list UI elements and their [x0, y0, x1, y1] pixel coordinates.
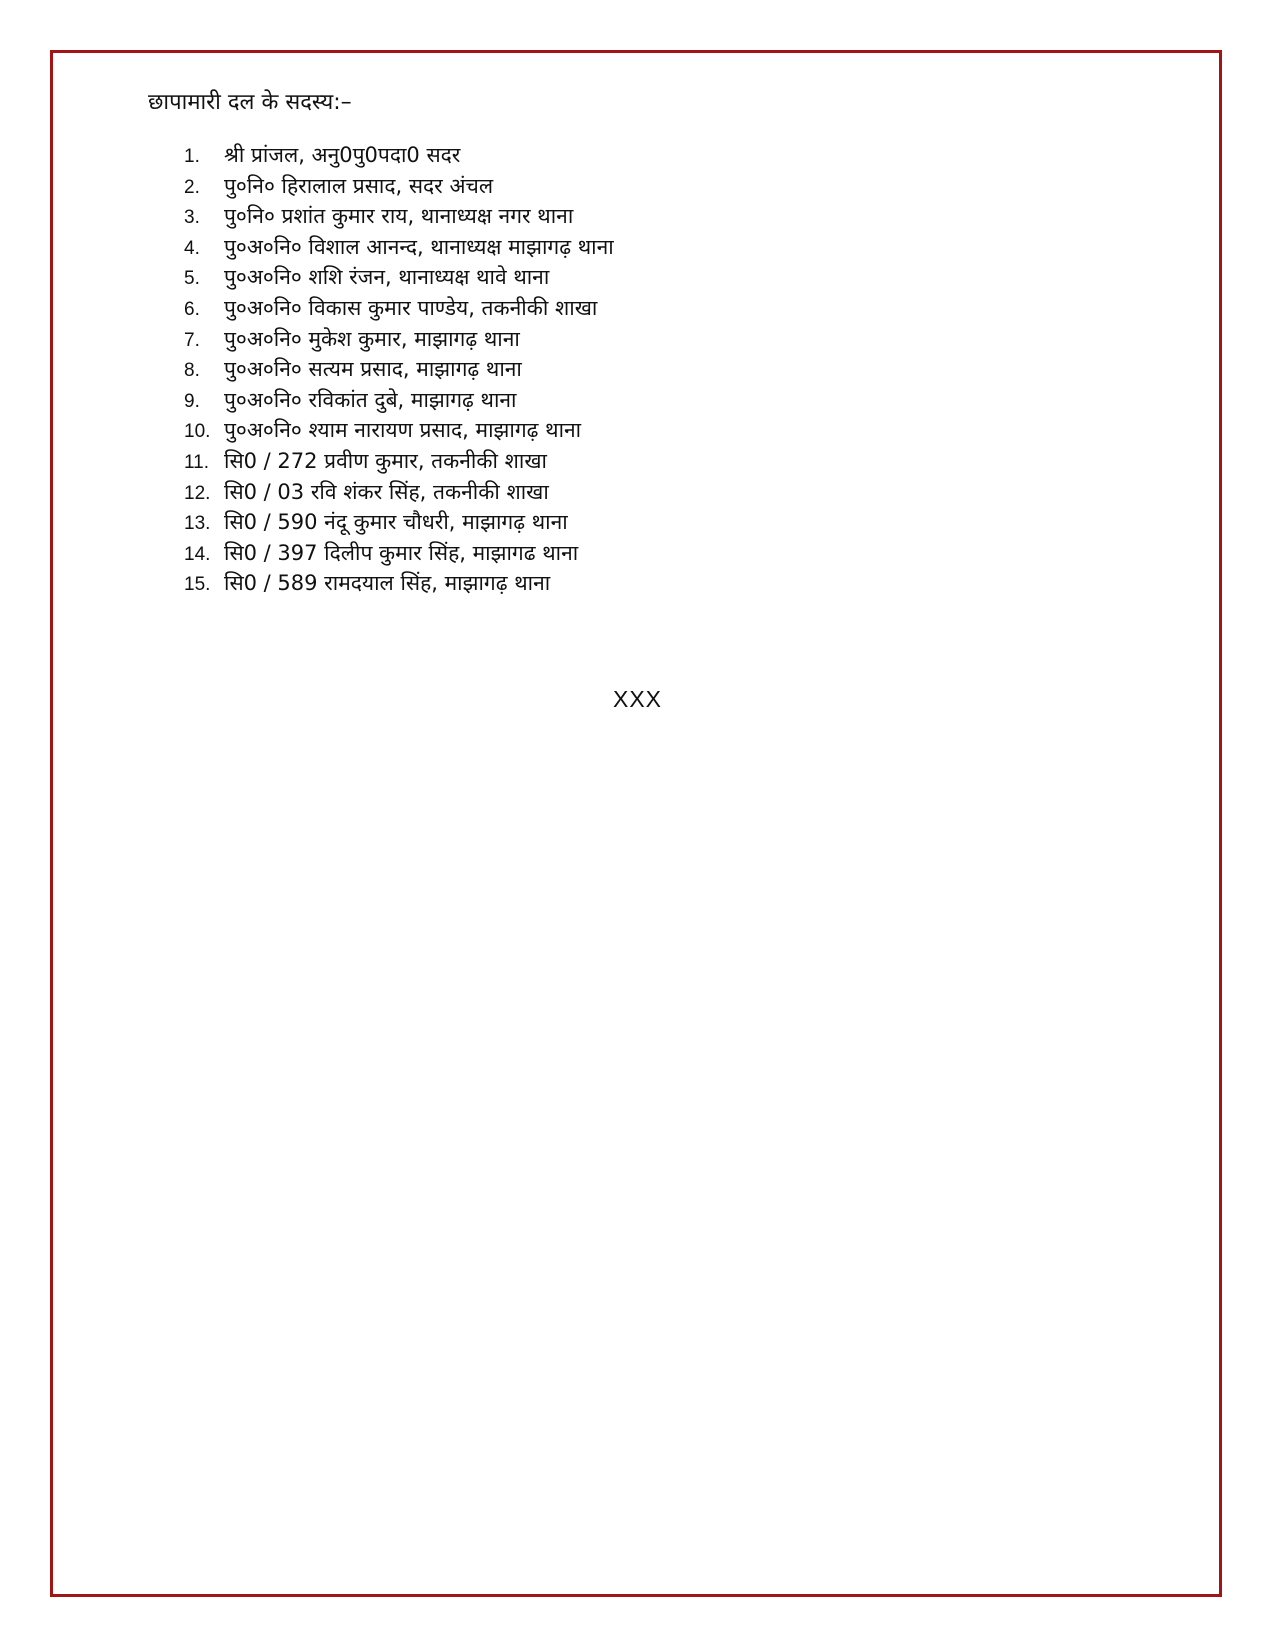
- item-text: पु०अ०नि० रविकांत दुबे, माझागढ़ थाना: [224, 387, 517, 412]
- list-item: [184, 538, 614, 569]
- member-list: [184, 140, 614, 599]
- list-item: [184, 568, 614, 599]
- item-text: पु०अ०नि० मुकेश कुमार, माझागढ़ थाना: [224, 326, 520, 351]
- item-text: पु०अ०नि० विशाल आनन्द, थानाध्यक्ष माझागढ़ थाना: [224, 234, 614, 259]
- item-number: 3.: [184, 207, 200, 229]
- item-number: 1.: [184, 146, 200, 167]
- item-number: 9.: [184, 390, 200, 412]
- list-item: [184, 140, 614, 171]
- list-item: [184, 354, 614, 385]
- list-item: [184, 385, 614, 416]
- item-text: पु०अ०नि० विकास कुमार पाण्डेय, तकनीकी शाखा: [224, 295, 598, 320]
- item-text: सि0 / 272 प्रवीण कुमार, तकनीकी शाखा: [224, 448, 547, 473]
- heading: छापामारी दल के सदस्य:–: [148, 90, 352, 115]
- item-number: 4.: [184, 237, 200, 259]
- item-text: सि0 / 589 रामदयाल सिंह, माझागढ़ थाना: [224, 571, 551, 596]
- item-text: सि0 / 590 नंदू कुमार चौधरी, माझागढ़ थाना: [224, 510, 568, 535]
- item-text: पु०अ०नि० सत्यम प्रसाद, माझागढ़ थाना: [224, 357, 522, 382]
- item-text: पु०नि० प्रशांत कुमार राय, थानाध्यक्ष नगर थाना: [224, 204, 574, 229]
- item-number: 2.: [184, 176, 200, 198]
- list-item: [184, 293, 614, 324]
- item-text: पु०अ०नि० शशि रंजन, थानाध्यक्ष थावे थाना: [224, 265, 550, 290]
- item-text: श्री प्रांजल, अनु0पु0पदा0 सदर: [224, 143, 461, 167]
- list-item: [184, 446, 614, 477]
- item-text: सि0 / 03 रवि शंकर सिंह, तकनीकी शाखा: [224, 479, 549, 504]
- item-number: 6.: [184, 298, 200, 320]
- item-text: सि0 / 397 दिलीप कुमार सिंह, माझागढ थाना: [224, 540, 579, 565]
- item-number: 13.: [184, 513, 211, 535]
- item-number: 14.: [184, 543, 211, 565]
- item-number: 5.: [184, 268, 200, 290]
- list-item: [184, 201, 614, 232]
- list-item: [184, 262, 614, 293]
- item-text: पु०अ०नि० श्याम नारायण प्रसाद, माझागढ़ थाना: [224, 418, 582, 443]
- item-number: 10.: [184, 421, 211, 443]
- item-number: 12.: [184, 482, 211, 504]
- end-mark: XXX: [612, 686, 663, 712]
- item-number: 15.: [184, 574, 211, 596]
- list-item: [184, 324, 614, 355]
- list-item: [184, 232, 614, 263]
- list-item: [184, 415, 614, 446]
- item-number: 8.: [184, 360, 200, 382]
- list-item: [184, 477, 614, 508]
- item-number: 7.: [184, 329, 200, 351]
- list-item: [184, 171, 614, 202]
- item-text: पु०नि० हिरालाल प्रसाद, सदर अंचल: [224, 173, 494, 198]
- list-item: [184, 507, 614, 538]
- item-number: 11.: [184, 451, 210, 473]
